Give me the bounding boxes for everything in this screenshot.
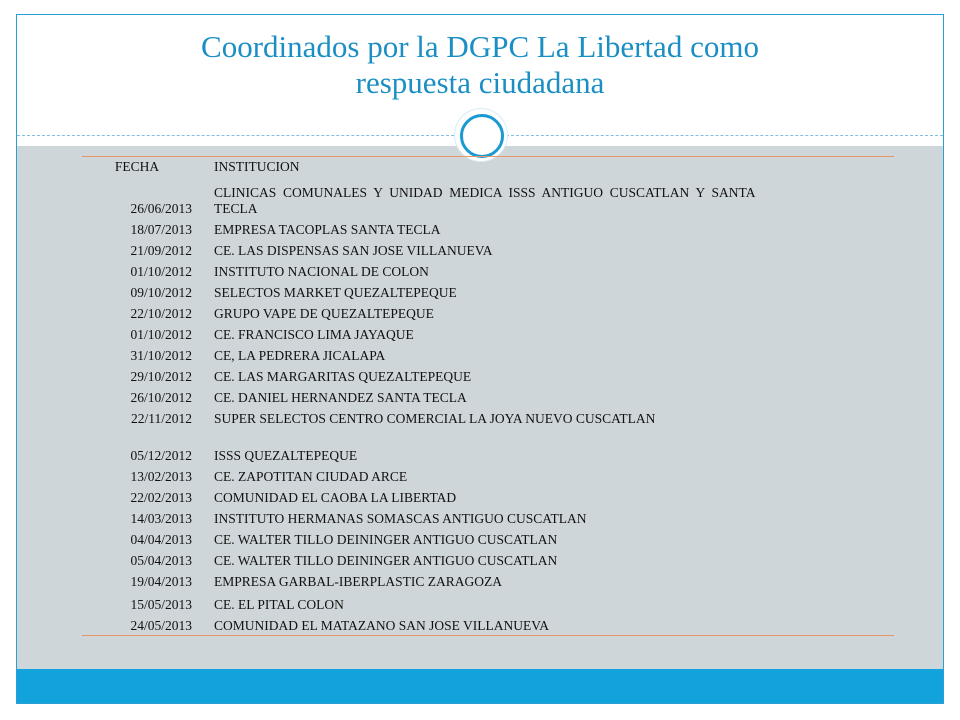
cell-fecha: 09/10/2012: [130, 285, 192, 300]
cell-fecha: 15/05/2013: [130, 597, 192, 612]
column-header-institucion: INSTITUCION: [214, 159, 300, 174]
cell-institucion: EMPRESA GARBAL-IBERPLASTIC ZARAGOZA: [214, 574, 503, 589]
cell-fecha: 18/07/2013: [130, 222, 192, 237]
cell-fecha: 04/04/2013: [130, 532, 192, 547]
table-header-row: [82, 157, 894, 177]
table-row: [82, 177, 894, 218]
cell-fecha: 01/10/2012: [130, 264, 192, 279]
table-row: [82, 428, 894, 465]
cell-institucion: CE. ZAPOTITAN CIUDAD ARCE: [214, 469, 408, 484]
cell-fecha: 22/10/2012: [130, 306, 192, 321]
table-bottom-rule: [82, 635, 894, 636]
table-row: [82, 570, 894, 591]
table-row: [82, 323, 894, 344]
cell-fecha: 26/06/2013: [130, 201, 192, 216]
bottom-bar: [17, 669, 943, 703]
cell-institucion-line-2: TECLA: [214, 201, 258, 216]
cell-fecha: 01/10/2012: [130, 327, 192, 342]
cell-fecha: 22/02/2013: [130, 490, 192, 505]
table-row: [82, 591, 894, 614]
cell-institucion: GRUPO VAPE DE QUEZALTEPEQUE: [214, 306, 434, 321]
cell-fecha: 19/04/2013: [130, 574, 192, 589]
table-row: [82, 528, 894, 549]
cell-institucion: SUPER SELECTOS CENTRO COMERCIAL LA JOYA NUEVO CUSCATLAN: [214, 411, 656, 426]
table-row: [82, 344, 894, 365]
cell-institucion-line-1: CLINICAS COMUNALES Y UNIDAD MEDICA ISSS ANTIGUO CUSCATLAN Y SANTA: [214, 185, 756, 200]
table-row: [82, 549, 894, 570]
cell-fecha: 14/03/2013: [130, 511, 192, 526]
cell-institucion: EMPRESA TACOPLAS SANTA TECLA: [214, 222, 441, 237]
table-row: [82, 386, 894, 407]
cell-institucion: INSTITUTO HERMANAS SOMASCAS ANTIGUO CUSCATLAN: [214, 511, 587, 526]
table-row: [82, 260, 894, 281]
slide-title-line-1: Coordinados por la DGPC La Libertad como: [201, 29, 759, 64]
cell-institucion: CE. LAS MARGARITAS QUEZALTEPEQUE: [214, 369, 472, 384]
institutions-table: [82, 156, 894, 636]
table-row: [82, 407, 894, 428]
circle-ornament-icon: [455, 109, 507, 161]
cell-institucion: INSTITUTO NACIONAL DE COLON: [214, 264, 429, 279]
cell-institucion: CE. FRANCISCO LIMA JAYAQUE: [214, 327, 414, 342]
table-row: [82, 302, 894, 323]
table-body: [82, 177, 894, 635]
slide-title-line-2: respuesta ciudadana: [355, 65, 605, 100]
cell-institucion: [192, 185, 894, 217]
slide-title: [17, 29, 943, 101]
cell-institucion: CE. WALTER TILLO DEININGER ANTIGUO CUSCATLAN: [214, 532, 558, 547]
cell-fecha: 21/09/2012: [130, 243, 192, 258]
table-row: [82, 281, 894, 302]
column-header-fecha: FECHA: [114, 159, 160, 174]
cell-fecha: 13/02/2013: [130, 469, 192, 484]
circle-ornament-inner: [460, 114, 504, 158]
table-row: [82, 507, 894, 528]
cell-fecha: 05/04/2013: [130, 553, 192, 568]
table-row: [82, 486, 894, 507]
table-row: [82, 465, 894, 486]
table-row: [82, 239, 894, 260]
cell-institucion: CE. WALTER TILLO DEININGER ANTIGUO CUSCATLAN: [214, 553, 558, 568]
cell-institucion: CE. DANIEL HERNANDEZ SANTA TECLA: [214, 390, 467, 405]
table-row: [82, 365, 894, 386]
cell-fecha: 29/10/2012: [130, 369, 192, 384]
cell-institucion: CE. EL PITAL COLON: [214, 597, 344, 612]
cell-institucion: ISSS QUEZALTEPEQUE: [214, 448, 358, 463]
table-row: [82, 614, 894, 635]
cell-institucion: COMUNIDAD EL CAOBA LA LIBERTAD: [214, 490, 457, 505]
cell-fecha: 05/12/2012: [130, 448, 192, 463]
cell-institucion: CE. LAS DISPENSAS SAN JOSE VILLANUEVA: [214, 243, 493, 258]
cell-institucion: SELECTOS MARKET QUEZALTEPEQUE: [214, 285, 457, 300]
cell-fecha: 24/05/2013: [130, 618, 192, 633]
cell-institucion: CE, LA PEDRERA JICALAPA: [214, 348, 386, 363]
cell-fecha: 31/10/2012: [130, 348, 192, 363]
cell-fecha: 22/11/2012: [130, 411, 192, 426]
cell-institucion: COMUNIDAD EL MATAZANO SAN JOSE VILLANUEVA: [214, 618, 550, 633]
table-row: [82, 218, 894, 239]
cell-fecha: 26/10/2012: [130, 390, 192, 405]
